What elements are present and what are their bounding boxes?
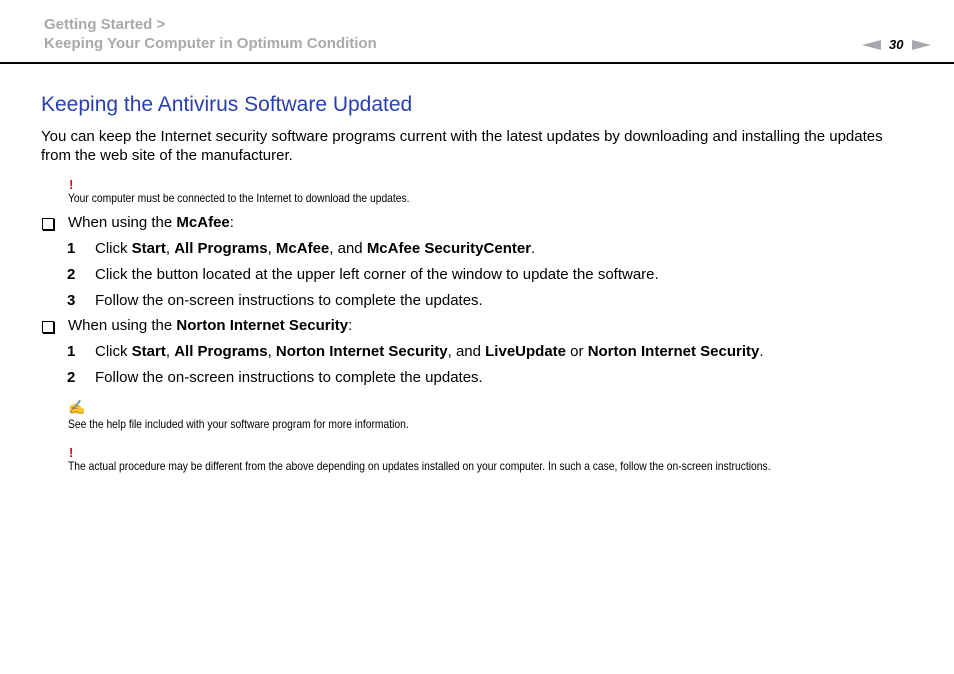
norton-step-1: Click Start, All Programs, Norton Internet Security, and LiveUpdate or Norton Internet Security. [95,343,764,360]
norton-heading: When using the Norton Internet Security: [68,317,353,334]
warning-note-internet: Your computer must be connected to the Internet to download the updates. [68,191,410,205]
breadcrumb-current[interactable]: Keeping Your Computer in Optimum Condition [44,35,377,52]
help-file-note: See the help file included with your software program for more information. [68,417,409,431]
next-page-arrow-icon[interactable] [912,40,931,50]
mcafee-heading: When using the McAfee: [68,214,234,231]
step-number: 2 [67,369,76,386]
step-number: 3 [67,292,76,309]
step-number: 1 [67,343,76,360]
mcafee-step-1: Click Start, All Programs, McAfee, and McAfee SecurityCenter. [95,240,536,257]
mcafee-step-2: Click the button located at the upper left corner of the window to update the software. [95,266,659,283]
checkbox-bullet-icon [41,216,55,230]
warning-icon: ! [69,177,74,192]
checkbox-bullet-icon [41,319,55,333]
step-number: 2 [67,266,76,283]
previous-page-arrow-icon[interactable] [862,40,881,50]
header-divider [0,62,954,64]
page-number: 30 [889,37,904,52]
intro-paragraph: You can keep the Internet security software programs current with the latest updates by downloading and installing the updates from the web site of the manufacturer. [41,128,883,164]
step-number: 1 [67,240,76,257]
mcafee-step-3: Follow the on-screen instructions to complete the updates. [95,292,483,309]
warning-icon: ! [69,445,74,460]
note-pen-icon: ✍ [68,399,86,415]
warning-note-procedure: The actual procedure may be different from the above depending on updates installed on your computer. In such a case, follow the on-screen instructions. [68,459,771,473]
page-navigation [862,36,931,54]
norton-step-2: Follow the on-screen instructions to complete the updates. [95,369,483,386]
section-title: Keeping the Antivirus Software Updated [41,93,413,116]
breadcrumb-parent[interactable]: Getting Started > [44,16,166,33]
